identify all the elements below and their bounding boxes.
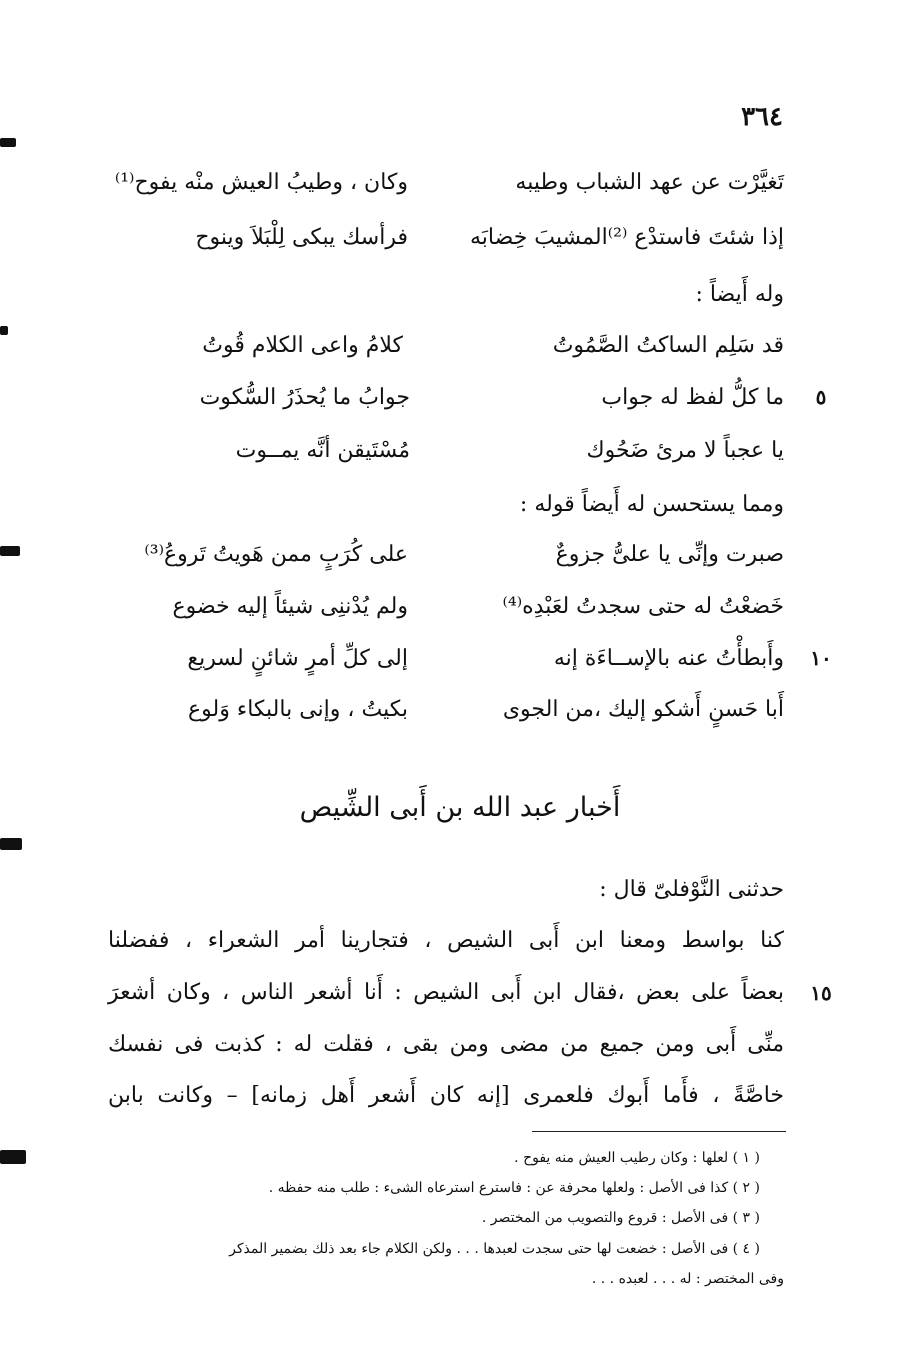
prose-line: خاصَّةً ، فأَما أَبوك فلعمرى [إنه كان أَشعر أَهل زمانه] – وكانت بابن [108, 1083, 784, 1108]
verse-line [108, 218, 784, 258]
footnote: ( ١ ) لعلها : وكان رطيب العيش منه يفوح . [514, 1150, 760, 1166]
verse-second-hemistich: جوابُ ما يُحذَرُ السُّكوت [199, 385, 410, 410]
line-number: ١٥ [810, 981, 832, 1005]
line-number: ٥ [815, 385, 827, 409]
verse-second-hemistich: على كُرَبٍ ممن هَويتُ تَروعُ⁽³⁾ [144, 542, 408, 567]
verse-line [108, 378, 784, 418]
verse-line [108, 690, 784, 730]
verse-line [108, 639, 784, 679]
verse-line [108, 431, 784, 471]
footnote-rule [532, 1131, 786, 1132]
verse-line [108, 163, 784, 203]
verse-first-hemistich: ما كلُّ لفظ له جواب [601, 385, 784, 410]
verse-first-hemistich: وأَبطأْتُ عنه بالإســاءَة إنه [553, 646, 784, 671]
verse-first-hemistich: قد سَلِم الساكتُ الصَّمُوتُ [552, 333, 784, 358]
margin-mark [0, 1150, 26, 1164]
footnote: ( ٣ ) فى الأصل : قروع والتصويب من المختصر . [481, 1210, 760, 1226]
verse-first-hemistich: يا عجباً لا مرئ ضَحُوك [586, 438, 784, 463]
verse-line [108, 535, 784, 575]
margin-mark [0, 838, 22, 850]
prose-line: كنا بواسط ومعنا ابن أَبى الشيص ، فتجارينا أمر الشعراء ، ففضلنا [108, 928, 784, 953]
verse-second-hemistich: فرأسك يبكى لِلْبَلاَ وينوح [195, 225, 408, 250]
verse-intro: ومما يستحسن له أَيضاً قوله : [519, 492, 784, 517]
verse-second-hemistich: كلامُ واعى الكلام قُوتُ [202, 333, 403, 358]
verse-intro: وله أَيضاً : [695, 282, 784, 307]
footnote: وفى المختصر : له . . . لعبده . . . [591, 1271, 784, 1287]
footnote: ( ٤ ) فى الأصل : خضعت لها حتى سجدت لعبدها . . . ولكن الكلام جاء بعد ذلك بضمير المذكر [229, 1241, 760, 1257]
verse-line [108, 326, 784, 366]
line-number: ١٠ [810, 646, 832, 670]
verse-second-hemistich: بكيتُ ، وإنى بالبكاء وَلوع [188, 697, 408, 722]
prose-line: منِّى أَبى ومن جميع من مضى ومن بقى ، فقلت له : كذبت فى نفسك [108, 1032, 784, 1057]
verse-second-hemistich: ولم يُدْننِى شيئاً إليه خضوع [172, 594, 408, 619]
section-heading: أَخبار عبد الله بن أَبى الشِّيص [299, 792, 621, 823]
verse-line [108, 587, 784, 627]
footnote: ( ٢ ) كذا فى الأصل : ولعلها محرفة عن : فاسترع استرعاه الشىء : طلب منه حفظه . [268, 1180, 760, 1196]
verse-first-hemistich: تَغيَّرْت عن عهد الشباب وطيبه [515, 170, 784, 195]
verse-first-hemistich: خَضعْتُ له حتى سجدتُ لعَبْدِه⁽⁴⁾ [502, 594, 784, 619]
verse-first-hemistich: أَبا حَسنٍ أَشكو إليك ،من الجوى [502, 697, 784, 722]
prose-line: بعضاً على بعض ،فقال ابن أَبى الشيص : أَنا أشعر الناس ، وكان أشعرَ [108, 980, 784, 1005]
verse-second-hemistich: مُسْتَيقن أنَّه يمــوت [235, 438, 410, 463]
margin-mark [0, 546, 20, 556]
narration-intro: حدثنى النَّوْفلىّ قال : [599, 877, 784, 902]
margin-mark [0, 326, 8, 335]
verse-second-hemistich: إلى كلِّ أمرٍ شائنٍ لسريع [187, 646, 408, 671]
verse-first-hemistich: إذا شئتَ فاستدْع ⁽²⁾المشيبَ خِضابَه [470, 225, 784, 250]
verse-second-hemistich: وكان ، وطيبُ العيش منْه يفوح⁽¹⁾ [114, 170, 408, 195]
verse-first-hemistich: صبرت وإنِّى يا علىُّ جزوعٌ [555, 542, 784, 567]
page-number: ٣٦٤ [741, 102, 783, 132]
margin-mark [0, 138, 16, 147]
